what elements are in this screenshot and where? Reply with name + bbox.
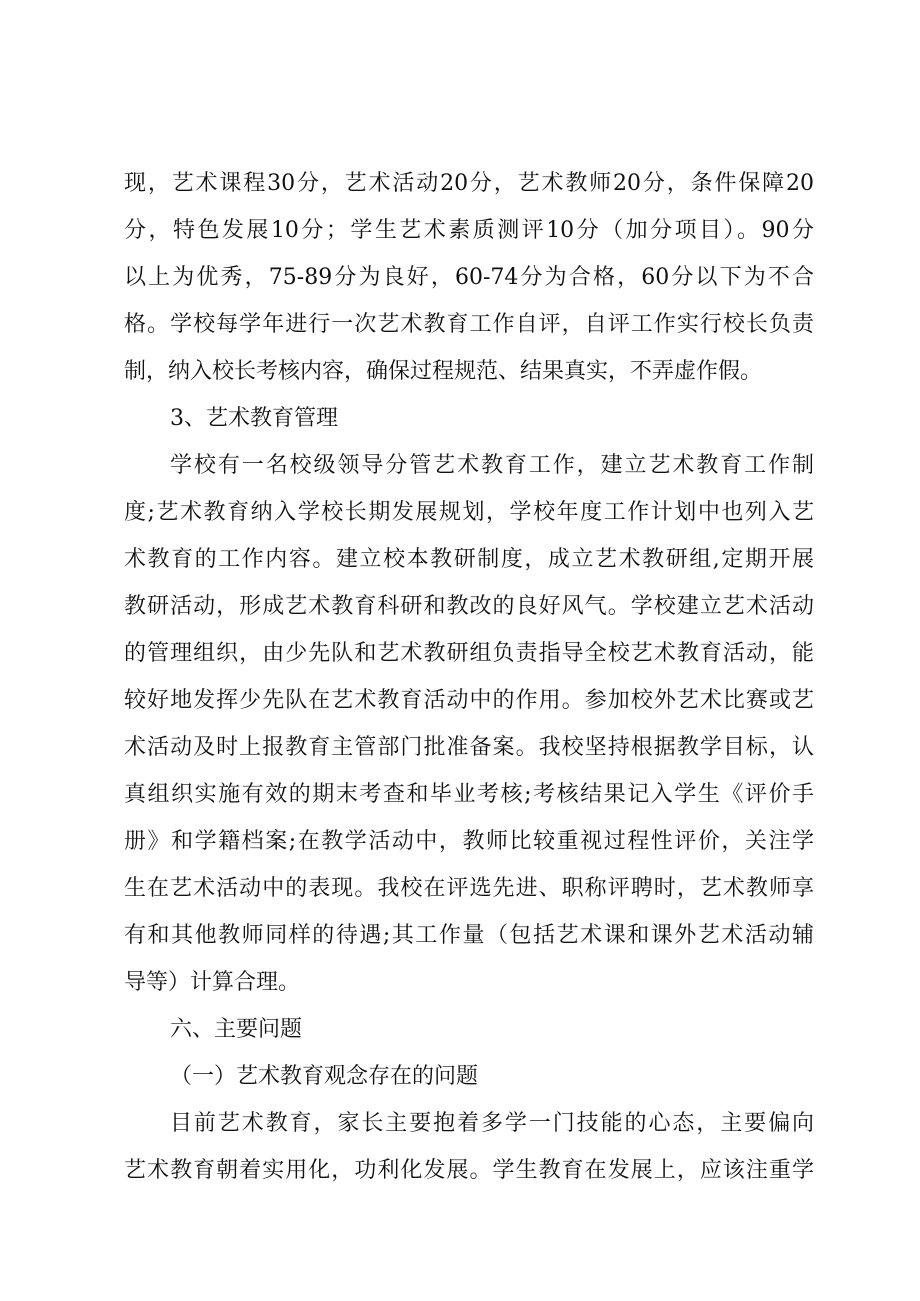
text-line: 导等）计算合理。 [124, 970, 301, 995]
text-line: 教研活动，形成艺术教育科研和教改的良好风气。学校建立艺术活动 [124, 594, 814, 619]
text-line: 制，纳入校长考核内容，确保过程规范、结果真实，不弄虚作假。 [124, 359, 763, 384]
text-line: 册》和学籍档案;在教学活动中，教师比较重视过程性评价，关注学 [124, 829, 814, 854]
section-heading: 3、艺术教育管理 [170, 406, 338, 431]
paragraph-first-line: 学校有一名校级领导分管艺术教育工作，建立艺术教育工作制 [170, 453, 814, 478]
text-line: 艺术教育朝着实用化，功利化发展。学生教育在发展上，应该注重学 [124, 1158, 814, 1183]
text-line: 度;艺术教育纳入学校长期发展规划，学校年度工作计划中也列入艺 [124, 500, 814, 525]
paragraph-first-line: 目前艺术教育，家长主要抱着多学一门技能的心态，主要偏向 [170, 1111, 814, 1136]
text-line: 有和其他教师同样的待遇;其工作量（包括艺术课和课外艺术活动辅 [124, 923, 814, 948]
text-line: 术活动及时上报教育主管部门批准备案。我校坚持根据教学目标，认 [124, 735, 814, 760]
text-line: 的管理组织，由少先队和艺术教研组负责指导全校艺术教育活动，能 [124, 641, 814, 666]
section-heading: 六、主要问题 [170, 1017, 303, 1042]
subsection-heading: （一）艺术教育观念存在的问题 [170, 1064, 479, 1089]
text-line: 以上为优秀，75-89分为良好，60-74分为合格，60分以下为不合 [124, 265, 814, 290]
text-line: 较好地发挥少先队在艺术教育活动中的作用。参加校外艺术比赛或艺 [124, 688, 814, 713]
text-line: 分，特色发展10分；学生艺术素质测评10分（加分项目）。90分 [124, 218, 814, 243]
text-line: 术教育的工作内容。建立校本教研制度，成立艺术教研组,定期开展 [124, 547, 814, 572]
text-line: 现，艺术课程30分，艺术活动20分，艺术教师20分，条件保障20 [124, 171, 814, 196]
text-line: 生在艺术活动中的表现。我校在评选先进、职称评聘时，艺术教师享 [124, 876, 814, 901]
text-line: 格。学校每学年进行一次艺术教育工作自评，自评工作实行校长负责 [124, 312, 814, 337]
text-line: 真组织实施有效的期末考查和毕业考核;考核结果记入学生《评价手 [124, 782, 814, 807]
